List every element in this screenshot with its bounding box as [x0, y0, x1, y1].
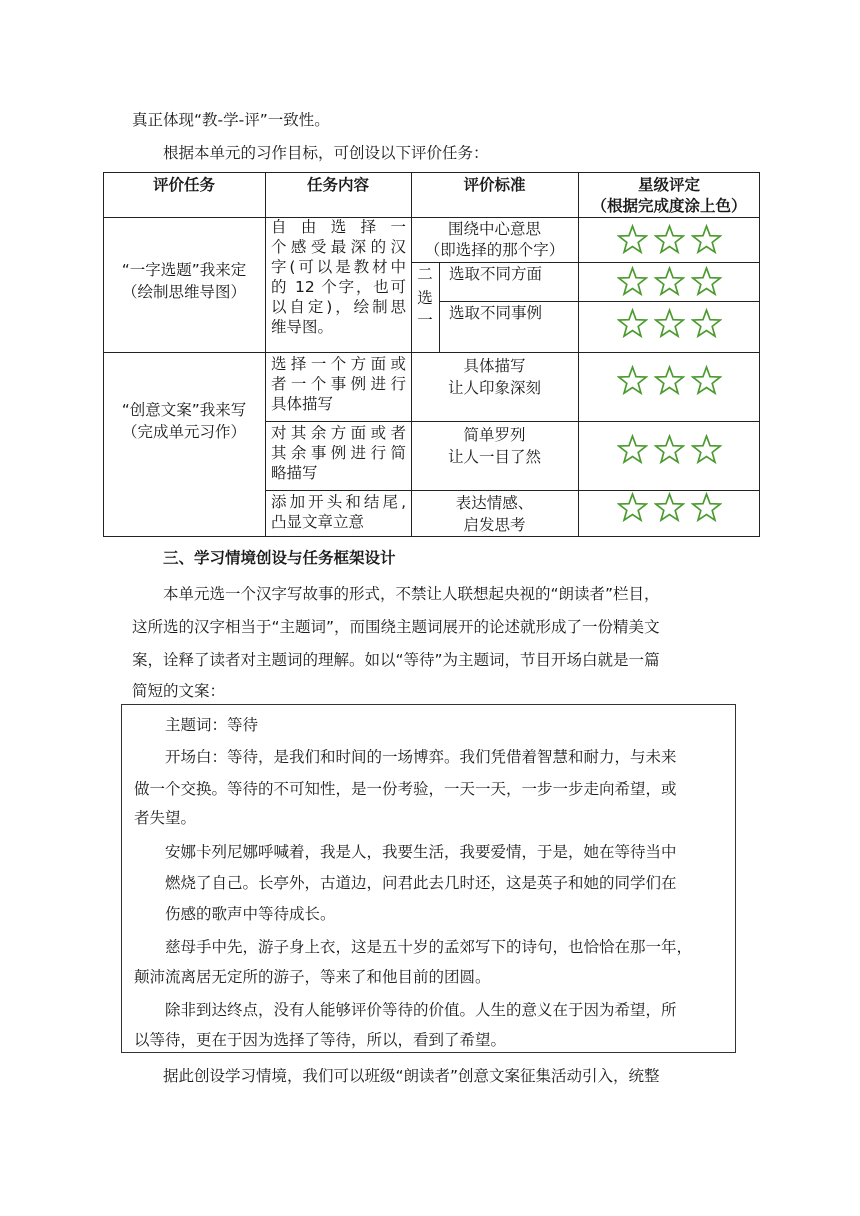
star-icon[interactable]	[617, 266, 648, 297]
quote-line-4: 者失望。	[134, 809, 197, 827]
task2-row2-std-line2: 让人一目了然	[447, 448, 541, 466]
star-icon[interactable]	[691, 224, 722, 255]
task2-row3-std-line2: 启发思考	[463, 516, 526, 534]
section3-para-line4: 简短的文案：	[132, 682, 226, 700]
header-standard: 评价标准	[463, 176, 526, 194]
closing-line: 据此创设学习情境，我们可以班级“朗读者”创意文案征集活动引入，统整	[163, 1067, 660, 1085]
star-icon[interactable]	[617, 308, 648, 339]
header-rating-line1: 星级评定	[637, 176, 700, 194]
task2-row1-std-line2: 让人印象深刻	[447, 379, 541, 397]
table-rule-t1r2	[439, 301, 760, 302]
task2-row1-content	[271, 354, 406, 414]
task2-row2-content-line1: 对其余方面或者	[271, 424, 406, 442]
star-rating-row-4[interactable]	[578, 365, 760, 396]
task1-content-line2: 个感受最深的汉	[271, 238, 406, 256]
star-icon[interactable]	[617, 224, 648, 255]
task2-name-line2: （完成单元习作）	[121, 423, 246, 441]
star-icon[interactable]	[654, 492, 685, 523]
task2-row2-content-line3: 略描写	[271, 464, 318, 482]
table-rule-t2r1	[265, 421, 760, 422]
task2-row3-content-line2: 凸显文章立意	[271, 513, 365, 531]
header-content: 任务内容	[306, 176, 369, 194]
task2-row2-std-line1: 简单罗列	[463, 426, 526, 444]
star-icon[interactable]	[654, 266, 685, 297]
star-rating-row-6[interactable]	[578, 492, 760, 523]
choose-char-3: 一	[417, 311, 433, 329]
quote-line-7: 伤感的歌声中等待成长。	[165, 905, 336, 923]
star-icon[interactable]	[691, 492, 722, 523]
star-rating-row-5[interactable]	[578, 434, 760, 465]
table-rule-bottom	[103, 536, 760, 537]
star-icon[interactable]	[654, 308, 685, 339]
task2-row1-content-line2: 者一个事例进行	[271, 375, 406, 393]
quote-line-2: 开场白：等待，是我们和时间的一场博弈。我们凭借着智慧和耐力，与未来	[165, 748, 677, 766]
section3-para-line1: 本单元选一个汉字写故事的形式，不禁让人联想起央视的“朗读者”栏目，	[163, 585, 660, 603]
task1-content-line1: 自由选择一	[271, 218, 406, 236]
task1-content-line6: 维导图。	[271, 318, 334, 336]
task2-name-line1: “创意文案”我来写	[121, 401, 247, 419]
task2-row1-content-line1: 选择一个方面或	[271, 355, 406, 373]
star-icon[interactable]	[691, 266, 722, 297]
star-icon[interactable]	[654, 365, 685, 396]
task2-row2-content	[271, 423, 406, 483]
table-rule-t1r1	[411, 262, 760, 263]
star-icon[interactable]	[654, 434, 685, 465]
task2-row1-std-line1: 具体描写	[463, 357, 526, 375]
task2-row3-content-line1: 添加开头和结尾,	[271, 493, 406, 511]
task1-std3: 选取不同事例	[449, 304, 543, 322]
section3-para-line3: 案，诠释了读者对主题词的理解。如以“等待”为主题词，节目开场白就是一篇	[132, 651, 660, 669]
star-rating-row-1[interactable]	[578, 224, 760, 255]
task1-std2: 选取不同方面	[449, 265, 543, 283]
quote-line-6: 燃烧了自己。长亭外，古道边，问君此去几时还，这是英子和她的同学们在	[165, 874, 677, 892]
intro-line-2: 根据本单元的习作目标，可创设以下评价任务：	[163, 144, 489, 162]
section3-heading: 三、学习情境创设与任务框架设计	[163, 549, 396, 567]
star-icon[interactable]	[617, 434, 648, 465]
star-rating-row-2[interactable]	[578, 266, 760, 297]
star-rating-row-3[interactable]	[578, 308, 760, 339]
task2-row2-content-line2: 其余事例进行简	[271, 444, 406, 462]
section3-para-line2: 这所选的汉字相当于“主题词”，而围绕主题词展开的论述就形成了一份精美文	[132, 618, 660, 636]
table-rule-left	[103, 172, 104, 537]
quote-line-11: 以等待，更在于因为选择了等待，所以，看到了希望。	[134, 1031, 507, 1049]
task1-std1-line1: 围绕中心意思	[447, 220, 541, 238]
choose-char-2: 选	[417, 289, 433, 307]
task2-row3-std-line1: 表达情感、	[455, 494, 534, 512]
intro-line-1: 真正体现“教-学-评”一致性。	[132, 111, 330, 129]
quote-line-5: 安娜卡列尼娜呼喊着，我是人，我要生活，我要爱情，于是，她在等待当中	[165, 843, 677, 861]
table-rule-top	[103, 172, 760, 173]
quote-box	[121, 704, 736, 1053]
header-rating-line2: （根据完成度涂上色）	[591, 197, 747, 215]
table-rule-choose	[439, 262, 440, 352]
quote-line-1: 主题词：等待	[165, 716, 259, 734]
task1-content-line3: 字(可以是教材中	[271, 258, 406, 276]
header-task: 评价任务	[152, 176, 215, 194]
task1-name-line1: “一字选题”我来定	[121, 261, 247, 279]
star-icon[interactable]	[691, 434, 722, 465]
task1-name-line2: （绘制思维导图）	[121, 283, 246, 301]
star-icon[interactable]	[691, 308, 722, 339]
table-rule-task1-bottom	[103, 352, 760, 353]
task1-content-line5: 以自定)，绘制思	[271, 298, 406, 316]
task2-row1-content-line3: 具体描写	[271, 395, 334, 413]
task2-row3-content	[271, 492, 406, 532]
quote-line-10: 除非到达终点，没有人能够评价等待的价值。人生的意义在于因为希望，所	[165, 1001, 677, 1019]
quote-line-8: 慈母手中先，游子身上衣，这是五十岁的孟郊写下的诗句，也恰恰在那一年，	[165, 938, 693, 956]
choose-char-1: 二	[417, 265, 433, 283]
table-rule-t2r2	[265, 490, 760, 491]
task1-std1-line2: （即选择的那个字）	[424, 241, 565, 259]
quote-line-9: 颠沛流离居无定所的游子，等来了和他目前的团圆。	[134, 968, 491, 986]
table-rule-col2	[265, 172, 266, 537]
quote-line-3: 做一个交换。等待的不可知性，是一份考验，一天一天，一步一步走向希望，或	[134, 780, 677, 798]
task1-content	[271, 217, 406, 337]
star-icon[interactable]	[654, 224, 685, 255]
table-rule-header	[103, 217, 760, 218]
evaluation-table	[103, 172, 760, 537]
star-icon[interactable]	[691, 365, 722, 396]
task1-content-line4: 的 12 个字，也可	[271, 278, 406, 296]
star-icon[interactable]	[617, 492, 648, 523]
star-icon[interactable]	[617, 365, 648, 396]
